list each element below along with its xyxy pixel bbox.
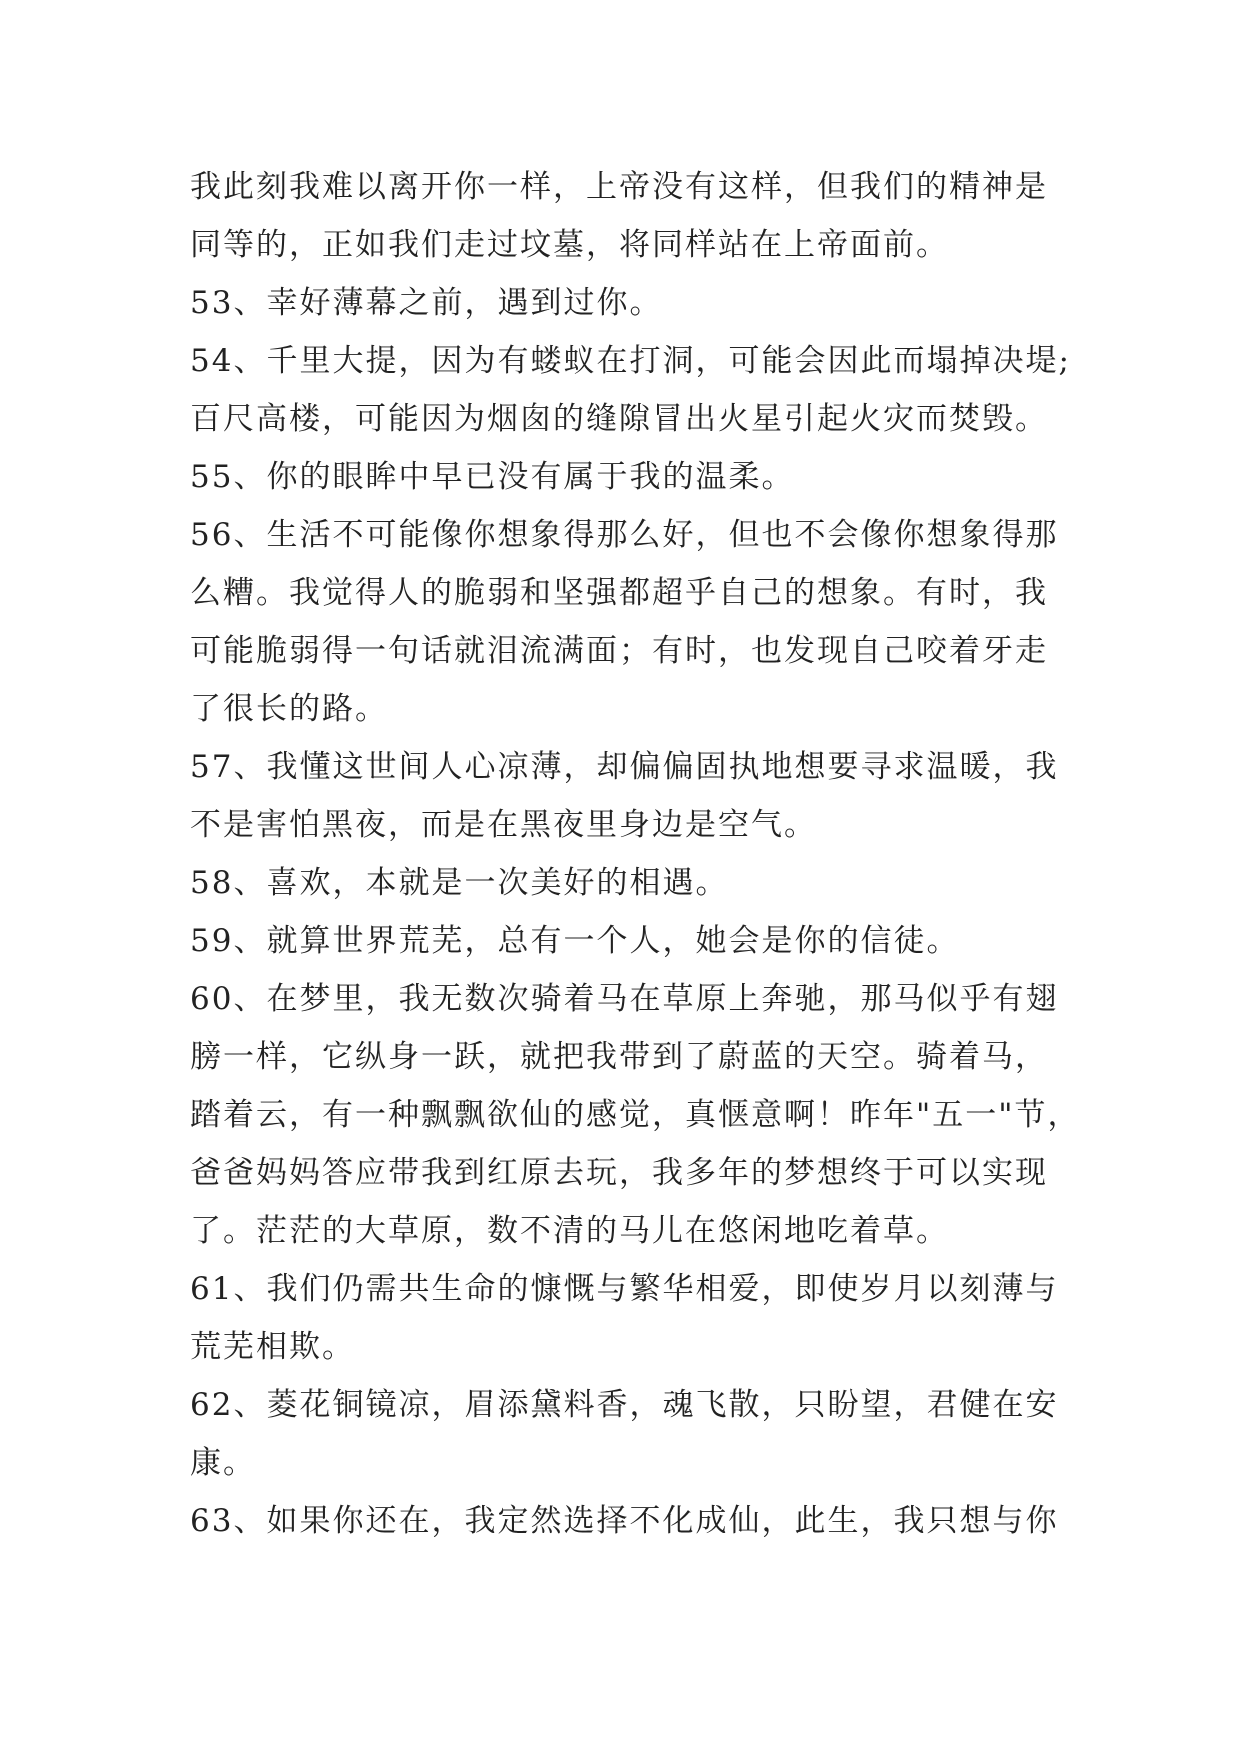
text-line: 58、喜欢，本就是一次美好的相遇。	[190, 865, 729, 901]
text-line: 百尺高楼，可能因为烟囱的缝隙冒出火星引起火灾而焚毁。	[190, 401, 1048, 437]
text-line: 康。	[190, 1445, 256, 1481]
text-line: 59、就算世界荒芜，总有一个人，她会是你的信徒。	[190, 923, 960, 959]
text-line: 55、你的眼眸中早已没有属于我的温柔。	[190, 459, 795, 495]
text-line: 57、我懂这世间人心凉薄，却偏偏固执地想要寻求温暖，我	[190, 749, 1059, 785]
text-line: 了很长的路。	[190, 691, 388, 727]
text-line: 不是害怕黑夜，而是在黑夜里身边是空气。	[190, 807, 817, 843]
text-line: 可能脆弱得一句话就泪流满面；有时，也发现自己咬着牙走	[190, 633, 1048, 669]
text-line: 了。茫茫的大草原，数不清的马儿在悠闲地吃着草。	[190, 1213, 949, 1249]
text-line: 膀一样，它纵身一跃，就把我带到了蔚蓝的天空。骑着马，	[190, 1039, 1048, 1075]
text-line: 53、幸好薄幕之前，遇到过你。	[190, 285, 663, 321]
text-line: 62、菱花铜镜凉，眉添黛料香，魂飞散，只盼望，君健在安	[190, 1387, 1059, 1423]
body-text	[190, 158, 1081, 1550]
text-line: 么糟。我觉得人的脆弱和坚强都超乎自己的想象。有时，我	[190, 575, 1048, 611]
text-line: 54、千里大提，因为有蝼蚁在打洞，可能会因此而塌掉决堤;	[190, 343, 1071, 379]
text-line: 61、我们仍需共生命的慷慨与繁华相爱，即使岁月以刻薄与	[190, 1271, 1059, 1307]
text-line: 56、生活不可能像你想象得那么好，但也不会像你想象得那	[190, 517, 1059, 553]
text-line: 60、在梦里，我无数次骑着马在草原上奔驰，那马似乎有翅	[190, 981, 1059, 1017]
text-line: 荒芜相欺。	[190, 1329, 355, 1365]
text-line: 同等的，正如我们走过坟墓，将同样站在上帝面前。	[190, 227, 949, 263]
text-line: 我此刻我难以离开你一样，上帝没有这样，但我们的精神是	[190, 169, 1048, 205]
text-line: 爸爸妈妈答应带我到红原去玩，我多年的梦想终于可以实现	[190, 1155, 1048, 1191]
text-line: 踏着云，有一种飘飘欲仙的感觉，真惬意啊！昨年"五一"节，	[190, 1097, 1081, 1133]
text-line: 63、如果你还在，我定然选择不化成仙，此生，我只想与你	[190, 1503, 1059, 1539]
